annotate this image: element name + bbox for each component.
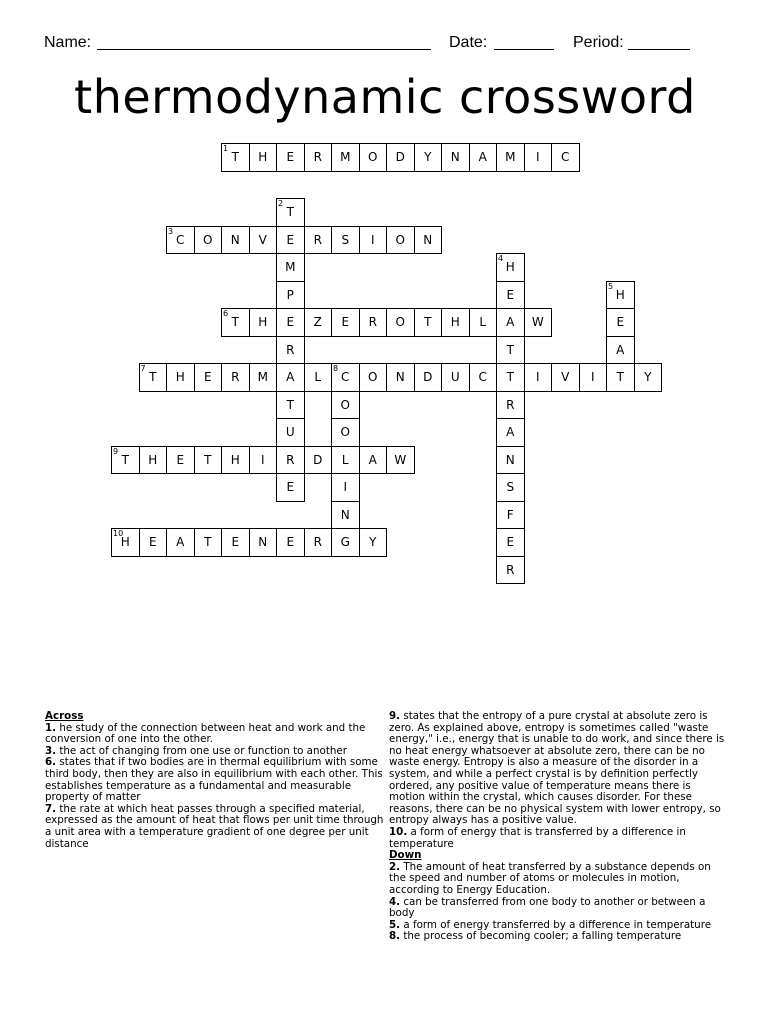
crossword-cell[interactable]: E	[496, 281, 525, 310]
crossword-cell[interactable]: W	[386, 446, 415, 475]
crossword-cell[interactable]: M	[331, 143, 360, 172]
crossword-cell[interactable]: N	[331, 501, 360, 530]
crossword-cell[interactable]: E	[331, 308, 360, 337]
crossword-cell[interactable]: R	[304, 528, 333, 557]
crossword-cell[interactable]: I	[524, 143, 553, 172]
crossword-cell[interactable]: T	[221, 308, 250, 337]
clue-across-7: 7. the rate at which heat passes through a specified material, expressed as the amount of heat that flows per unit time through a unit area with a temperature gradient of one degree per unit distance	[45, 802, 384, 850]
crossword-cell[interactable]: L	[304, 363, 333, 392]
crossword-cell[interactable]: C	[551, 143, 580, 172]
crossword-cell[interactable]: O	[386, 226, 415, 255]
crossword-cell[interactable]: R	[221, 363, 250, 392]
crossword-cell[interactable]: E	[276, 226, 305, 255]
crossword-cell[interactable]: N	[221, 226, 250, 255]
crossword-cell[interactable]: O	[386, 308, 415, 337]
crossword-cell[interactable]: O	[331, 391, 360, 420]
crossword-cell[interactable]: Y	[634, 363, 663, 392]
clue-number: 5	[608, 281, 614, 291]
crossword-cell[interactable]: T	[221, 143, 250, 172]
crossword-cell[interactable]: T	[496, 336, 525, 365]
crossword-cell[interactable]: E	[276, 308, 305, 337]
crossword-cell[interactable]: H	[111, 528, 140, 557]
crossword-cell[interactable]: P	[276, 281, 305, 310]
crossword-cell[interactable]: A	[606, 336, 635, 365]
across-heading: Across	[45, 710, 84, 722]
crossword-cell[interactable]: Z	[304, 308, 333, 337]
date-label: Date:	[449, 34, 488, 51]
clue-number: 9	[113, 446, 119, 456]
crossword-cell[interactable]: I	[331, 473, 360, 502]
crossword-cell[interactable]: O	[359, 363, 388, 392]
crossword-cell[interactable]: S	[331, 226, 360, 255]
clue-across-6: 6. states that if two bodies are in thermal equilibrium with some third body, then they are also in equilibrium with each other. This establishes temperature as a fundamental and measurable property of matter	[45, 756, 383, 804]
page-title: thermodynamic crossword	[74, 70, 696, 124]
crossword-cell[interactable]: H	[166, 363, 195, 392]
crossword-cell[interactable]: D	[304, 446, 333, 475]
crossword-cell[interactable]: R	[496, 391, 525, 420]
crossword-cell[interactable]: E	[221, 528, 250, 557]
crossword-cell[interactable]: D	[386, 143, 415, 172]
crossword-cell[interactable]: L	[331, 446, 360, 475]
crossword-cell[interactable]: E	[276, 473, 305, 502]
crossword-cell[interactable]: O	[194, 226, 223, 255]
crossword-cell[interactable]: I	[359, 226, 388, 255]
clue-number: 7	[140, 364, 146, 373]
crossword-cell[interactable]: W	[524, 308, 553, 337]
crossword-cell[interactable]: T	[111, 446, 140, 475]
clue-down-2: 2. The amount of heat transferred by a substance depends on the speed and number of atoms or molecules in motion, according to Energy Education.	[389, 860, 711, 896]
crossword-cell[interactable]: H	[249, 308, 278, 337]
clue-across-10: 10. a form of energy that is transferred by a difference in temperature	[389, 825, 686, 850]
crossword-cell[interactable]: N	[249, 528, 278, 557]
clue-down-4: 4. can be transferred from one body to another or between a body	[389, 895, 706, 920]
crossword-cell[interactable]: T	[194, 446, 223, 475]
crossword-cell[interactable]: S	[496, 473, 525, 502]
crossword-cell[interactable]: A	[496, 308, 525, 337]
crossword-cell[interactable]: M	[249, 363, 278, 392]
crossword-cell[interactable]: C	[166, 226, 195, 255]
clue-across-1: 1. he study of the connection between heat and work and the conversion of one into the other.	[45, 721, 366, 746]
crossword-cell[interactable]: H	[221, 446, 250, 475]
crossword-cell[interactable]: A	[166, 528, 195, 557]
crossword-cell[interactable]: T	[139, 363, 168, 392]
crossword-cell[interactable]: T	[194, 528, 223, 557]
crossword-cell[interactable]: H	[441, 308, 470, 337]
crossword-cell[interactable]: M	[496, 143, 525, 172]
crossword-cell[interactable]: O	[331, 418, 360, 447]
crossword-cell[interactable]: O	[359, 143, 388, 172]
crossword-cell[interactable]: Y	[414, 143, 443, 172]
crossword-cell[interactable]: E	[166, 446, 195, 475]
crossword-cell[interactable]: E	[139, 528, 168, 557]
crossword-cell[interactable]: N	[441, 143, 470, 172]
crossword-cell[interactable]: T	[276, 198, 305, 227]
crossword-cell[interactable]: F	[496, 501, 525, 530]
crossword-cell[interactable]: R	[276, 446, 305, 475]
crossword-cell[interactable]: C	[469, 363, 498, 392]
crossword-cell[interactable]: T	[414, 308, 443, 337]
crossword-cell[interactable]: R	[304, 143, 333, 172]
crossword-cell[interactable]: R	[304, 226, 333, 255]
clues-down-column	[389, 711, 729, 943]
clue-across-9: 9. states that the entropy of a pure crystal at absolute zero is zero. As explained above, entropy is sometimes called "waste energy," i.e., energy that is unable to do work, and since there is no heat energy whatsoever at absolute zero, there can be no waste energy. Entropy is also a measure of the disorder in a system, and while a perfect crystal is by definition perfectly ordered, any positive value of temperature means there is motion within the crystal, which causes disorder. For these reasons, there can be no physical system with lower entropy, so entropy always has a positive value.	[389, 710, 725, 827]
crossword-cell[interactable]: V	[551, 363, 580, 392]
crossword-cell[interactable]: E	[496, 528, 525, 557]
crossword-cell[interactable]: A	[496, 418, 525, 447]
crossword-cell[interactable]: V	[249, 226, 278, 255]
clue-down-8: 8. the process of becoming cooler; a falling temperature	[389, 930, 682, 943]
crossword-cell[interactable]: R	[496, 556, 525, 585]
crossword-cell[interactable]: G	[331, 528, 360, 557]
clue-number: 2	[278, 199, 284, 208]
crossword-cell[interactable]: E	[606, 308, 635, 337]
crossword-cell[interactable]: A	[276, 363, 305, 392]
clue-across-3: 3. the act of changing from one use or function to another	[45, 744, 347, 757]
clue-number: 1	[223, 144, 229, 153]
crossword-cell[interactable]: C	[331, 363, 360, 392]
crossword-cell[interactable]: L	[469, 308, 498, 337]
crossword-cell[interactable]: T	[496, 363, 525, 392]
crossword-cell[interactable]: H	[496, 253, 525, 282]
crossword-cell[interactable]: N	[496, 446, 525, 475]
crossword-cell[interactable]: A	[359, 446, 388, 475]
crossword-cell[interactable]: M	[276, 253, 305, 282]
crossword-cell[interactable]: T	[606, 363, 635, 392]
clue-number: 4	[498, 254, 504, 263]
crossword-cell[interactable]: U	[441, 363, 470, 392]
crossword-cell[interactable]: H	[249, 143, 278, 172]
crossword-cell[interactable]: A	[469, 143, 498, 172]
down-heading: Down	[389, 849, 422, 862]
crossword-cell[interactable]: U	[276, 418, 305, 447]
crossword-cell[interactable]: E	[194, 363, 223, 392]
crossword-cell[interactable]: D	[414, 363, 443, 392]
crossword-cell[interactable]: E	[276, 143, 305, 172]
crossword-cell[interactable]: Y	[359, 528, 388, 557]
clue-down-5: 5. a form of energy transferred by a difference in temperature	[389, 918, 712, 931]
clues-across-column	[45, 711, 385, 850]
clue-number: 10	[113, 529, 124, 538]
crossword-cell[interactable]: E	[276, 528, 305, 557]
crossword-cell[interactable]: I	[249, 446, 278, 475]
crossword-cell[interactable]: I	[524, 363, 553, 392]
clue-number: 8	[333, 364, 339, 373]
crossword-cell[interactable]: R	[276, 336, 305, 365]
crossword-cell[interactable]: H	[606, 281, 635, 310]
period-label: Period:	[573, 34, 624, 51]
name-label: Name:	[44, 34, 92, 51]
crossword-cell[interactable]: H	[139, 446, 168, 475]
crossword-cell[interactable]: N	[386, 363, 415, 392]
crossword-cell[interactable]: R	[359, 308, 388, 337]
clue-number: 6	[223, 309, 229, 318]
crossword-cell[interactable]: T	[276, 391, 305, 420]
crossword-cell[interactable]: I	[579, 363, 608, 392]
crossword-cell[interactable]: N	[414, 226, 443, 255]
clue-number: 3	[168, 226, 174, 236]
